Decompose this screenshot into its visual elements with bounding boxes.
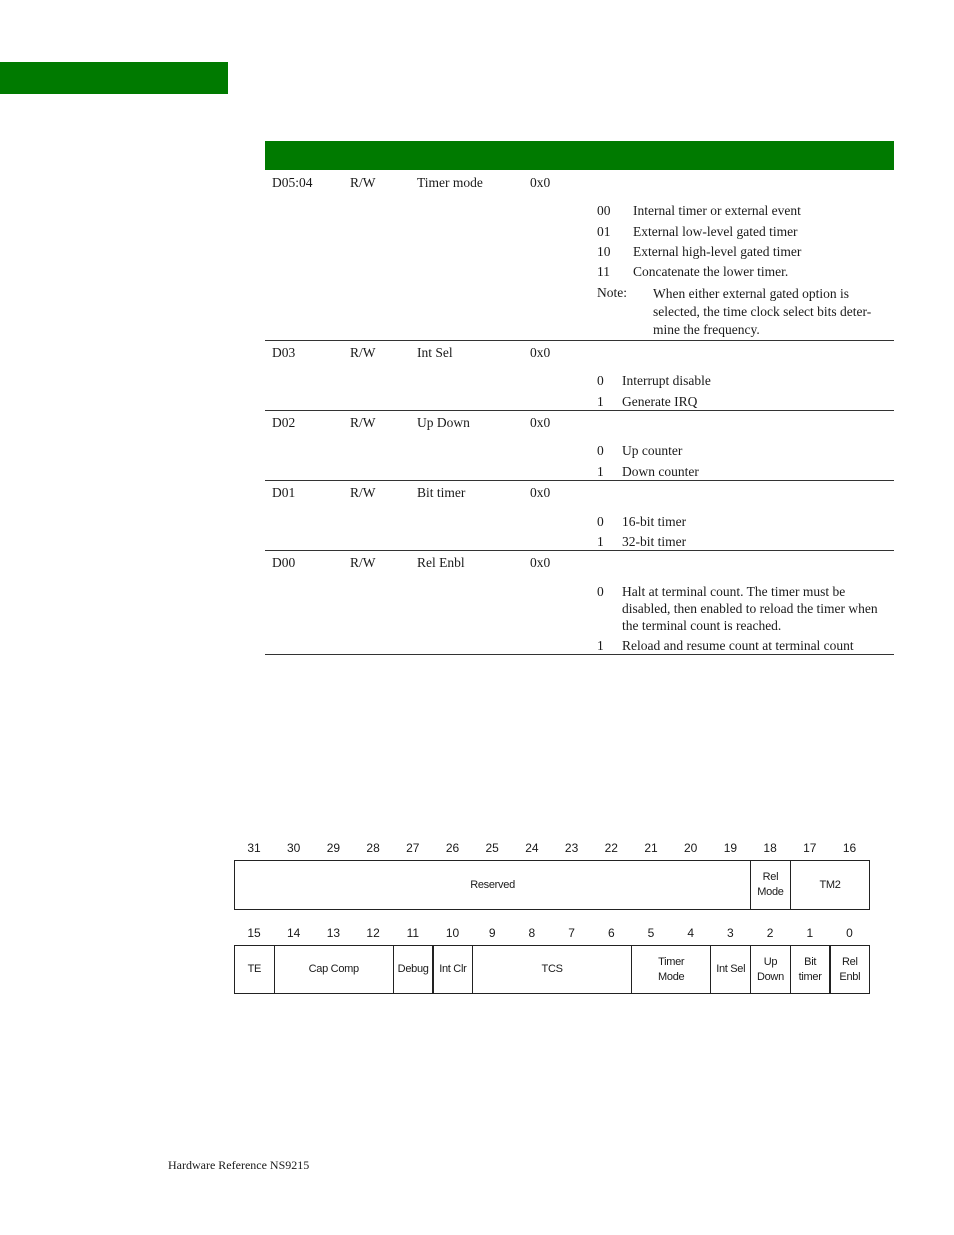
option-description: Generate IRQ <box>622 394 698 409</box>
option-code: 10 <box>597 244 611 259</box>
register-field-label: Down <box>756 970 784 983</box>
option-code: 00 <box>597 203 611 218</box>
bit-number: 30 <box>287 841 301 855</box>
bit-number: 29 <box>326 841 341 855</box>
register-field-label: TE <box>247 963 262 975</box>
register-field <box>234 945 275 994</box>
bits-cell: D02 <box>272 415 296 430</box>
bit-number: 31 <box>247 841 261 855</box>
bit-number: 11 <box>406 926 420 940</box>
bit-number: 21 <box>644 841 658 855</box>
bit-number: 25 <box>485 841 499 855</box>
option-code: 0 <box>597 443 604 458</box>
bits-cell: D01 <box>272 485 296 500</box>
bit-number: 20 <box>684 841 698 855</box>
mnemonic-cell: Int Sel <box>417 345 453 360</box>
bits-cell: D03 <box>272 345 296 360</box>
register-field-label: TM2 <box>819 878 841 891</box>
option-description: Interrupt disable <box>622 373 711 388</box>
bit-number: 6 <box>607 926 615 940</box>
register-field-label: Timer <box>658 955 685 968</box>
bit-number: 28 <box>366 841 380 855</box>
mnemonic-cell: Rel Enbl <box>417 555 465 570</box>
mnemonic-cell: Bit timer <box>417 485 466 500</box>
bit-number: 22 <box>604 841 618 855</box>
option-code: 0 <box>597 584 604 599</box>
option-description: Reload and resume count at terminal count <box>622 638 854 653</box>
register-field-label: Bit <box>804 955 817 968</box>
page-footer: Hardware Reference NS9215 <box>168 1158 310 1172</box>
mnemonic-cell: Timer mode <box>417 175 483 190</box>
register-field-label: Enbl <box>839 970 861 983</box>
bit-number: 18 <box>763 841 777 855</box>
register-field <box>750 860 791 910</box>
note-text: When either external gated option is <box>653 286 850 301</box>
bit-number: 27 <box>406 841 420 855</box>
bit-number: 3 <box>727 926 734 940</box>
bit-number: 16 <box>842 841 857 855</box>
option-description: Concatenate the lower timer. <box>633 264 789 279</box>
bit-number: 13 <box>326 926 341 940</box>
bit-number: 23 <box>564 841 579 855</box>
reset-cell: 0x0 <box>530 415 551 430</box>
bit-number: 0 <box>846 926 853 940</box>
table-row <box>265 340 894 411</box>
option-description: 32-bit timer <box>622 534 687 549</box>
register-field <box>750 945 791 994</box>
register-field-label: TCS <box>541 963 563 975</box>
register-field-label: Mode <box>658 970 685 983</box>
register-field <box>472 945 632 994</box>
chapter-tab-bar <box>0 62 228 94</box>
register-field <box>234 860 751 910</box>
bit-number: 17 <box>803 841 817 855</box>
reset-cell: 0x0 <box>530 345 551 360</box>
reset-cell: 0x0 <box>530 485 551 500</box>
option-description: External low-level gated timer <box>633 224 798 239</box>
bit-number: 5 <box>647 926 655 940</box>
bit-number: 14 <box>287 926 301 940</box>
register-field <box>790 860 870 910</box>
access-cell: R/W <box>350 555 376 570</box>
bit-number: 9 <box>488 926 496 940</box>
option-description: Internal timer or external event <box>633 203 801 218</box>
bit-number: 26 <box>445 841 460 855</box>
bits-cell: D05:04 <box>272 175 313 190</box>
table-row <box>265 480 894 551</box>
register-field <box>830 945 871 994</box>
register-field-label: Rel <box>762 871 779 883</box>
option-code: 1 <box>597 464 604 479</box>
register-field-label: Debug <box>397 963 429 975</box>
register-field <box>433 945 474 994</box>
register-field-label: Rel <box>842 955 858 968</box>
register-field-label: Reserved <box>470 878 515 891</box>
option-description: Up counter <box>622 443 683 458</box>
bit-number: 12 <box>366 926 380 940</box>
option-code: 0 <box>597 373 604 388</box>
register-field <box>710 945 751 994</box>
access-cell: R/W <box>350 345 376 360</box>
table-row <box>265 410 894 481</box>
register-field-label: Int Clr <box>439 963 467 975</box>
bit-number: 7 <box>568 926 575 940</box>
option-description: the terminal count is reached. <box>622 618 782 633</box>
register-field <box>274 945 394 994</box>
register-field-label: Int Sel <box>716 963 746 975</box>
register-field-label: Mode <box>757 886 784 898</box>
option-description: External high-level gated timer <box>633 244 802 259</box>
bit-number: 1 <box>806 926 814 940</box>
mnemonic-cell: Up Down <box>417 415 470 430</box>
bit-number: 19 <box>723 841 738 855</box>
table-row <box>265 550 894 655</box>
option-description: Down counter <box>622 464 699 479</box>
bit-number: 4 <box>687 926 695 940</box>
option-description: disabled, then enabled to reload the timer when <box>622 601 878 616</box>
note-text: selected, the time clock select bits deter- <box>653 304 872 319</box>
note-label: Note: <box>597 285 627 300</box>
option-code: 01 <box>597 224 611 239</box>
access-cell: R/W <box>350 415 376 430</box>
register-field <box>790 945 831 994</box>
option-code: 1 <box>597 534 604 549</box>
register-field <box>393 945 434 994</box>
bit-number: 2 <box>766 926 774 940</box>
register-field <box>631 945 711 994</box>
option-description: 16-bit timer <box>622 514 687 529</box>
note-text: mine the frequency. <box>653 322 760 337</box>
access-cell: R/W <box>350 485 376 500</box>
option-description: Halt at terminal count. The timer must be <box>622 584 846 599</box>
bit-number: 15 <box>247 926 261 940</box>
bits-cell: D00 <box>272 555 296 570</box>
reset-cell: 0x0 <box>530 555 551 570</box>
register-field-label: timer <box>798 970 822 983</box>
option-code: 0 <box>597 514 604 529</box>
reset-cell: 0x0 <box>530 175 551 190</box>
option-code: 1 <box>597 638 604 653</box>
table-header-bar <box>265 141 894 170</box>
table-row <box>265 170 894 341</box>
bit-number: 8 <box>528 926 536 940</box>
option-code: 1 <box>597 394 604 409</box>
register-field-label: Cap Comp <box>308 963 359 975</box>
option-code: 11 <box>597 264 610 279</box>
access-cell: R/W <box>350 175 376 190</box>
register-field-label: Up <box>763 955 778 968</box>
bit-number: 10 <box>445 926 460 940</box>
bit-number: 24 <box>525 841 539 855</box>
